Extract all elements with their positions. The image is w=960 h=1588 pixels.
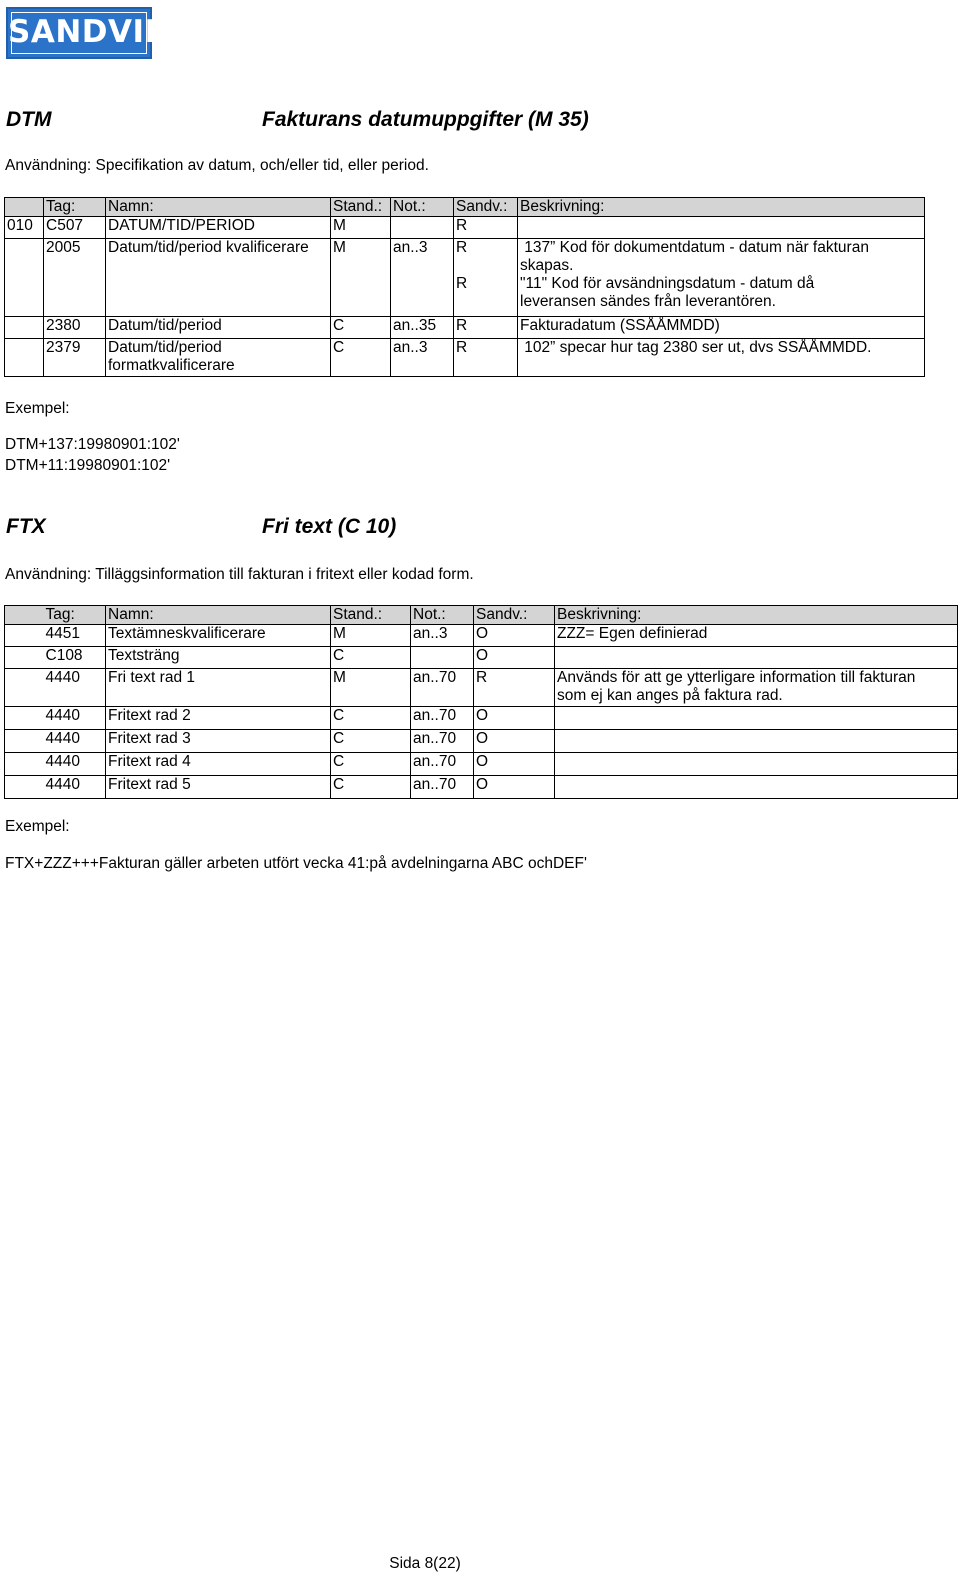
cell-stand: C — [331, 730, 411, 753]
cell-desc — [555, 753, 958, 776]
cell-desc — [555, 776, 958, 799]
cell-not: an..35 — [391, 317, 454, 339]
ftx-example-label: Exempel: — [5, 818, 70, 835]
header-name: Namn: — [106, 198, 331, 217]
cell-tag: 4440 — [44, 669, 106, 707]
cell-pos — [5, 317, 44, 339]
cell-desc — [518, 217, 925, 239]
cell-tag: 4440 — [44, 776, 106, 799]
cell-stand: M — [331, 217, 391, 239]
cell-name: Textämneskvalificerare — [106, 625, 331, 647]
table-row — [5, 776, 958, 799]
cell-tag: 4451 — [44, 625, 106, 647]
cell-not: an..3 — [391, 339, 454, 377]
cell-tag: 4440 — [44, 730, 106, 753]
cell-sandv — [454, 239, 518, 317]
cell-desc: Fakturadatum (SSÅÅMMDD) — [518, 317, 925, 339]
cell-stand: C — [331, 707, 411, 730]
dtm-table-header — [5, 198, 925, 217]
cell-pos — [5, 753, 44, 776]
cell-tag: 2005 — [44, 239, 106, 317]
dtm-usage: Användning: Specifikation av datum, och/eller tid, eller period. — [5, 157, 429, 174]
desc-line-4: leveransen sändes från leverantören. — [520, 293, 776, 310]
cell-pos — [5, 647, 44, 669]
cell-stand: M — [331, 625, 411, 647]
header-tag: Tag: — [44, 198, 106, 217]
cell-name: Textsträng — [106, 647, 331, 669]
cell-sandv: O — [474, 625, 555, 647]
cell-desc — [555, 669, 958, 707]
table-row — [5, 647, 958, 669]
header-tag: Tag: — [44, 606, 106, 625]
cell-stand: C — [331, 317, 391, 339]
dtm-segment-code: DTM — [6, 108, 52, 131]
cell-stand: M — [331, 239, 391, 317]
dtm-segment-title: Fakturans datumuppgifter (M 35) — [262, 108, 589, 131]
table-row — [5, 239, 925, 317]
cell-desc — [555, 730, 958, 753]
cell-sandv: R — [454, 217, 518, 239]
header-stand: Stand.: — [331, 606, 411, 625]
cell-pos — [5, 776, 44, 799]
table-row — [5, 730, 958, 753]
header-sandv: Sandv.: — [474, 606, 555, 625]
cell-sandv: R — [454, 339, 518, 377]
table-row — [5, 317, 925, 339]
cell-sandv: O — [474, 647, 555, 669]
cell-stand: C — [331, 339, 391, 377]
header-pos — [5, 198, 44, 217]
cell-pos — [5, 339, 44, 377]
desc-line-2: skapas. — [520, 257, 574, 274]
cell-tag: 4440 — [44, 707, 106, 730]
cell-name: Datum/tid/period kvalificerare — [106, 239, 331, 317]
desc-line-3: "11" Kod för avsändningsdatum - datum då — [520, 275, 815, 292]
cell-name — [106, 339, 331, 377]
cell-stand: M — [331, 669, 411, 707]
cell-not: an..3 — [411, 625, 474, 647]
table-row — [5, 669, 958, 707]
page-number: Sida 8(22) — [389, 1555, 461, 1572]
table-row — [5, 217, 925, 239]
dtm-table — [4, 197, 925, 377]
dtm-example-label: Exempel: — [5, 400, 70, 417]
logo-text: SANDVIK — [8, 14, 170, 50]
cell-name: Datum/tid/period — [106, 317, 331, 339]
cell-desc: 102” specar hur tag 2380 ser ut, dvs SSÅÅMMDD. — [518, 339, 925, 377]
cell-pos — [5, 239, 44, 317]
header-pos — [5, 606, 44, 625]
name-line-2: formatkvalificerare — [108, 357, 235, 374]
cell-name: DATUM/TID/PERIOD — [106, 217, 331, 239]
header-not: Not.: — [391, 198, 454, 217]
cell-name: Fritext rad 4 — [106, 753, 331, 776]
sandv-line-1: R — [456, 239, 468, 256]
desc-line-2: som ej kan anges på faktura rad. — [557, 687, 783, 704]
cell-stand: C — [331, 753, 411, 776]
desc-line-1: 137” Kod för dokumentdatum - datum när fakturan — [520, 239, 869, 256]
cell-not — [391, 217, 454, 239]
cell-tag: 2380 — [44, 317, 106, 339]
cell-stand: C — [331, 776, 411, 799]
cell-pos — [5, 707, 44, 730]
cell-stand: C — [331, 647, 411, 669]
cell-name: Fritext rad 5 — [106, 776, 331, 799]
header-sandv: Sandv.: — [454, 198, 518, 217]
cell-name: Fritext rad 2 — [106, 707, 331, 730]
cell-tag: C507 — [44, 217, 106, 239]
cell-not: an..3 — [391, 239, 454, 317]
cell-sandv: O — [474, 776, 555, 799]
cell-not: an..70 — [411, 730, 474, 753]
cell-tag: 2379 — [44, 339, 106, 377]
ftx-usage: Användning: Tilläggsinformation till fakturan i fritext eller kodad form. — [5, 566, 474, 583]
dtm-example-1: DTM+137:19980901:102' — [5, 436, 180, 453]
cell-sandv: O — [474, 730, 555, 753]
header-desc: Beskrivning: — [555, 606, 958, 625]
ftx-table — [4, 605, 958, 799]
cell-desc — [555, 647, 958, 669]
cell-sandv: R — [454, 317, 518, 339]
cell-pos — [5, 730, 44, 753]
cell-desc — [555, 707, 958, 730]
table-row — [5, 707, 958, 730]
cell-desc — [518, 239, 925, 317]
cell-sandv: R — [474, 669, 555, 707]
cell-not: an..70 — [411, 707, 474, 730]
table-row — [5, 625, 958, 647]
header-stand: Stand.: — [331, 198, 391, 217]
ftx-example: FTX+ZZZ+++Fakturan gäller arbeten utfört vecka 41:på avdelningarna ABC ochDEF' — [5, 855, 587, 872]
sandvik-logo — [6, 7, 170, 59]
cell-not: an..70 — [411, 669, 474, 707]
cell-tag: 4440 — [44, 753, 106, 776]
cell-pos — [5, 669, 44, 707]
cell-not: an..70 — [411, 753, 474, 776]
cell-pos — [5, 625, 44, 647]
cell-not — [411, 647, 474, 669]
cell-sandv: O — [474, 707, 555, 730]
dtm-example-2: DTM+11:19980901:102' — [5, 457, 171, 474]
sandv-spacer — [456, 257, 517, 275]
ftx-segment-title: Fri text (C 10) — [262, 515, 397, 538]
sandv-line-2: R — [456, 275, 468, 292]
name-line-1: Datum/tid/period — [108, 339, 222, 356]
cell-tag: C108 — [44, 647, 106, 669]
ftx-table-header — [5, 606, 958, 625]
header-not: Not.: — [411, 606, 474, 625]
cell-name: Fritext rad 3 — [106, 730, 331, 753]
cell-not: an..70 — [411, 776, 474, 799]
table-row — [5, 339, 925, 377]
header-name: Namn: — [106, 606, 331, 625]
table-row — [5, 753, 958, 776]
cell-pos: 010 — [5, 217, 44, 239]
cell-name: Fri text rad 1 — [106, 669, 331, 707]
cell-sandv: O — [474, 753, 555, 776]
cell-desc: ZZZ= Egen definierad — [555, 625, 958, 647]
ftx-segment-code: FTX — [6, 515, 46, 538]
desc-line-1: Används för att ge ytterligare information till fakturan — [557, 669, 916, 686]
header-desc: Beskrivning: — [518, 198, 925, 217]
